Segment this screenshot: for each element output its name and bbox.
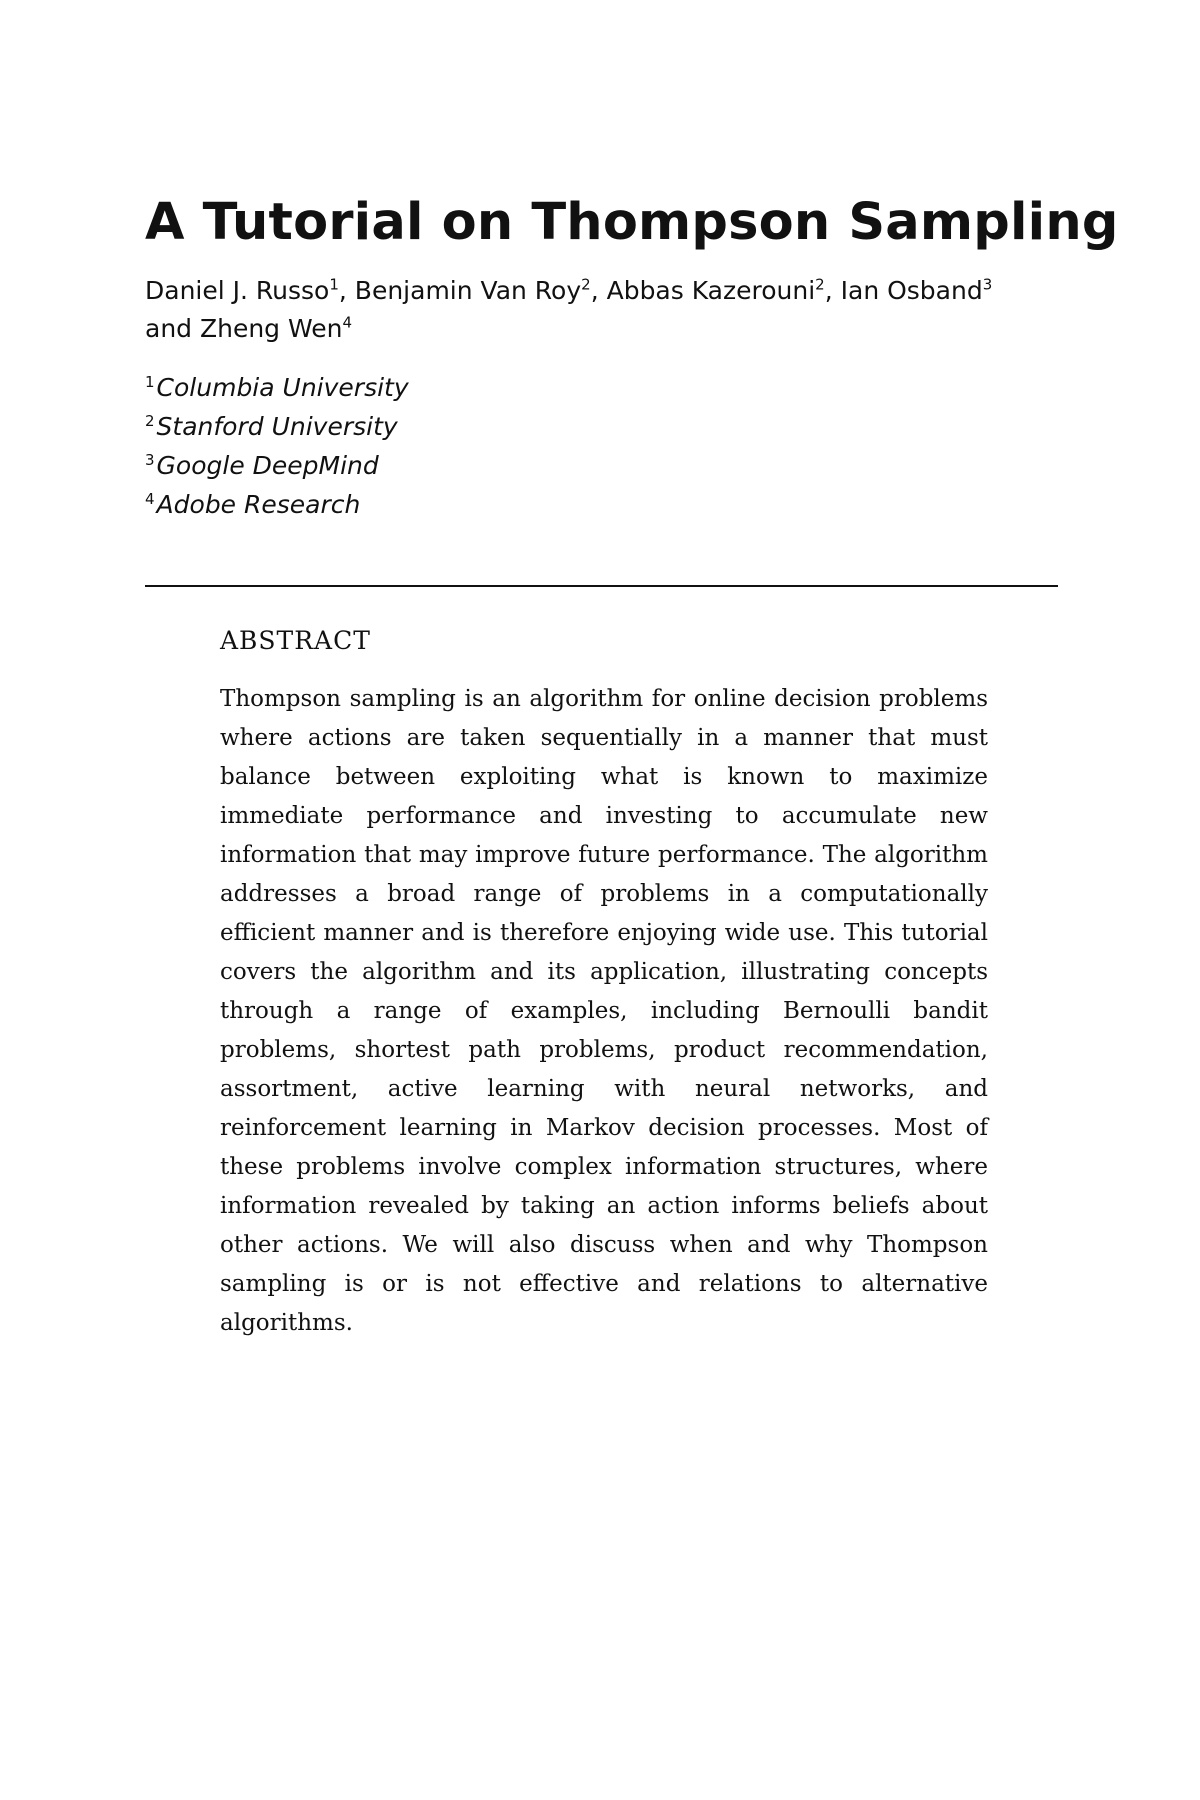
author-name: Zheng Wen (199, 314, 343, 343)
affiliation-name: Stanford University (156, 412, 398, 441)
affiliation-name: Adobe Research (156, 490, 361, 519)
affiliation-mark: 2 (581, 275, 591, 294)
affiliation-mark: 2 (815, 275, 825, 294)
affiliation-name: Columbia University (156, 373, 409, 402)
author-separator: , (824, 276, 841, 305)
affiliation-mark: 2 (145, 411, 155, 430)
affiliation-mark: 4 (342, 313, 353, 332)
affiliation (145, 485, 409, 524)
horizontal-divider (145, 585, 1058, 587)
affiliation-mark: 1 (145, 372, 155, 391)
affiliation-mark: 3 (145, 450, 155, 469)
affiliation (145, 368, 409, 407)
author-separator: , (338, 276, 355, 305)
author-name: Benjamin Van Roy (354, 276, 582, 305)
paper-title: A Tutorial on Thompson Sampling (145, 193, 1119, 252)
author (145, 276, 355, 305)
affiliation (145, 446, 409, 485)
author (607, 276, 841, 305)
author-separator: and (145, 314, 200, 343)
author-name: Ian Osband (840, 276, 983, 305)
author-separator: , (590, 276, 607, 305)
abstract-heading: ABSTRACT (220, 626, 371, 655)
author (355, 276, 607, 305)
affiliation-name: Google DeepMind (156, 451, 379, 480)
abstract-text: Thompson sampling is an algorithm for online decision problems where actions are taken sequentially in a manner that must balance between exploiting what is known to maximize immediate performance and investing to accumulate new information that may improve future performance. The algorithm addresses a broad range of problems in a computationally efficient manner and is therefore enjoying wide use. This tutorial covers the algorithm and its application, illustrating concepts through a range of examples, including Bernoulli bandit problems, shortest path problems, product recommendation, assortment, active learning with neural networks, and reinforcement learning in Markov decision processes. Most of these problems involve complex information structures, where information revealed by taking an action informs beliefs about other actions. We will also discuss when and why Thompson sampling is or is not effective and relations to alternative algorithms. (220, 686, 988, 1336)
author (200, 314, 352, 343)
affiliation (145, 407, 409, 446)
author-name: Daniel J. Russo (145, 276, 330, 305)
affiliation-mark: 4 (145, 489, 155, 508)
author-name: Abbas Kazerouni (606, 276, 816, 305)
author-list (145, 272, 1005, 348)
affiliation-mark: 3 (982, 275, 993, 294)
affiliation-mark: 1 (329, 275, 339, 294)
affiliation-list (145, 368, 409, 524)
